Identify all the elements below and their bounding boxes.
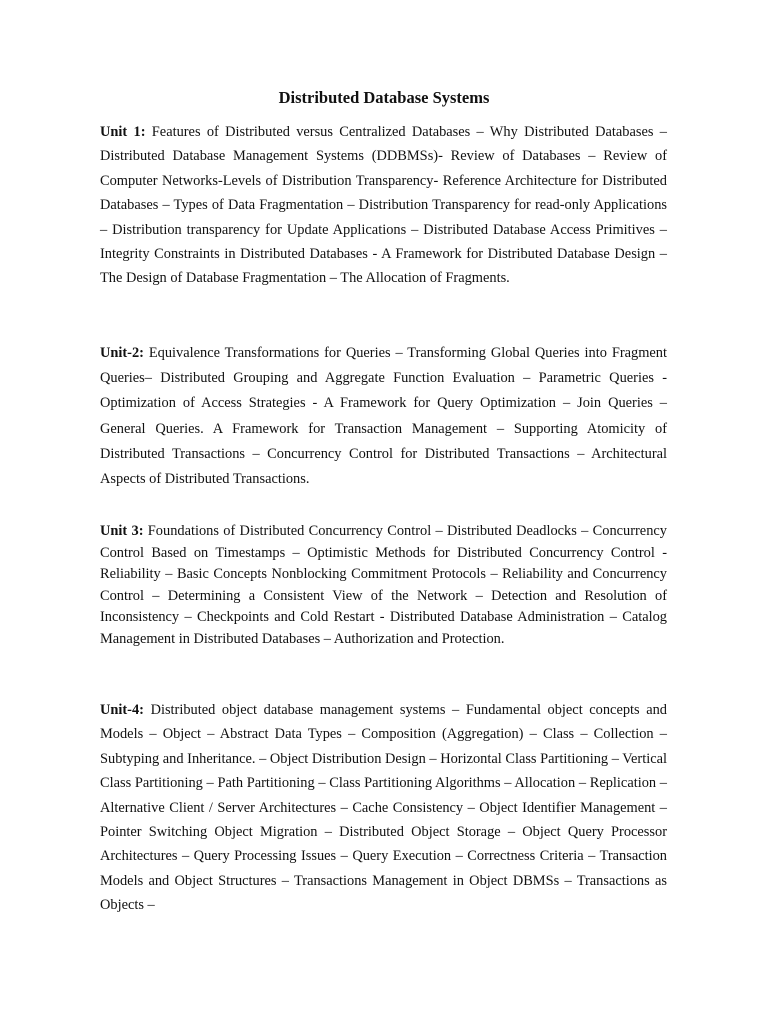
unit-1-section (100, 120, 667, 291)
unit-1-text: Features of Distributed versus Centralized Databases – Why Distributed Databases – Distributed Database Management Systems (DDBMSs)- Review of Databases – Review of Computer Networks-Levels of Distribution Transparency- Reference Architecture for Distributed Databases – Types of Data Fragmentation – Distribution Transparency for read-only Applications – Distribution transparency for Update Applications – Distributed Database Access Primitives – Integrity Constraints in Distributed Databases - A Framework for Distributed Database Design – The Design of Database Fragmentation – The Allocation of Fragments. (100, 124, 667, 287)
unit-3-text: Foundations of Distributed Concurrency Control – Distributed Deadlocks – Concurrency Control Based on Timestamps – Optimistic Methods for Distributed Concurrency Control - Reliability – Basic Concepts Nonblocking Commitment Protocols – Reliability and Concurrency Control – Determining a Consistent View of the Network – Detection and Resolution of Inconsistency – Checkpoints and Cold Restart - Distributed Database Administration – Catalog Management in Distributed Databases – Authorization and Protection. (100, 523, 667, 647)
unit-2-text: Equivalence Transformations for Queries – Transforming Global Queries into Fragment Queries– Distributed Grouping and Aggregate Function Evaluation – Parametric Queries -Optimization of Access Strategies - A Framework for Query Optimization – Join Queries – General Queries. A Framework for Transaction Management – Supporting Atomicity of Distributed Transactions – Concurrency Control for Distributed Transactions – Architectural Aspects of Distributed Transactions. (100, 345, 667, 488)
unit-3-heading: Unit 3: (100, 523, 144, 539)
unit-2-heading: Unit-2: (100, 345, 144, 361)
unit-3-section (100, 521, 667, 651)
unit-1-heading: Unit 1: (100, 124, 146, 140)
document-title: Distributed Database Systems (278, 88, 490, 107)
unit-4-section (100, 698, 667, 918)
unit-4-heading: Unit-4: (100, 702, 144, 718)
unit-2-section (100, 341, 667, 492)
unit-4-text: Distributed object database management systems – Fundamental object concepts and Models – Object – Abstract Data Types – Composition (Aggregation) – Class – Collection – Subtyping and Inheritance. – Object Distribution Design – Horizontal Class Partitioning – Vertical Class Partitioning – Path Partitioning – Class Partitioning Algorithms – Allocation – Replication – Alternative Client / Server Architectures – Cache Consistency – Object Identifier Management – Pointer Switching Object Migration – Distributed Object Storage – Object Query Processor Architectures – Query Processing Issues – Query Execution – Correctness Criteria – Transaction Models and Object Structures – Transactions Management in Object DBMSs – Transactions as Objects – (100, 702, 667, 914)
